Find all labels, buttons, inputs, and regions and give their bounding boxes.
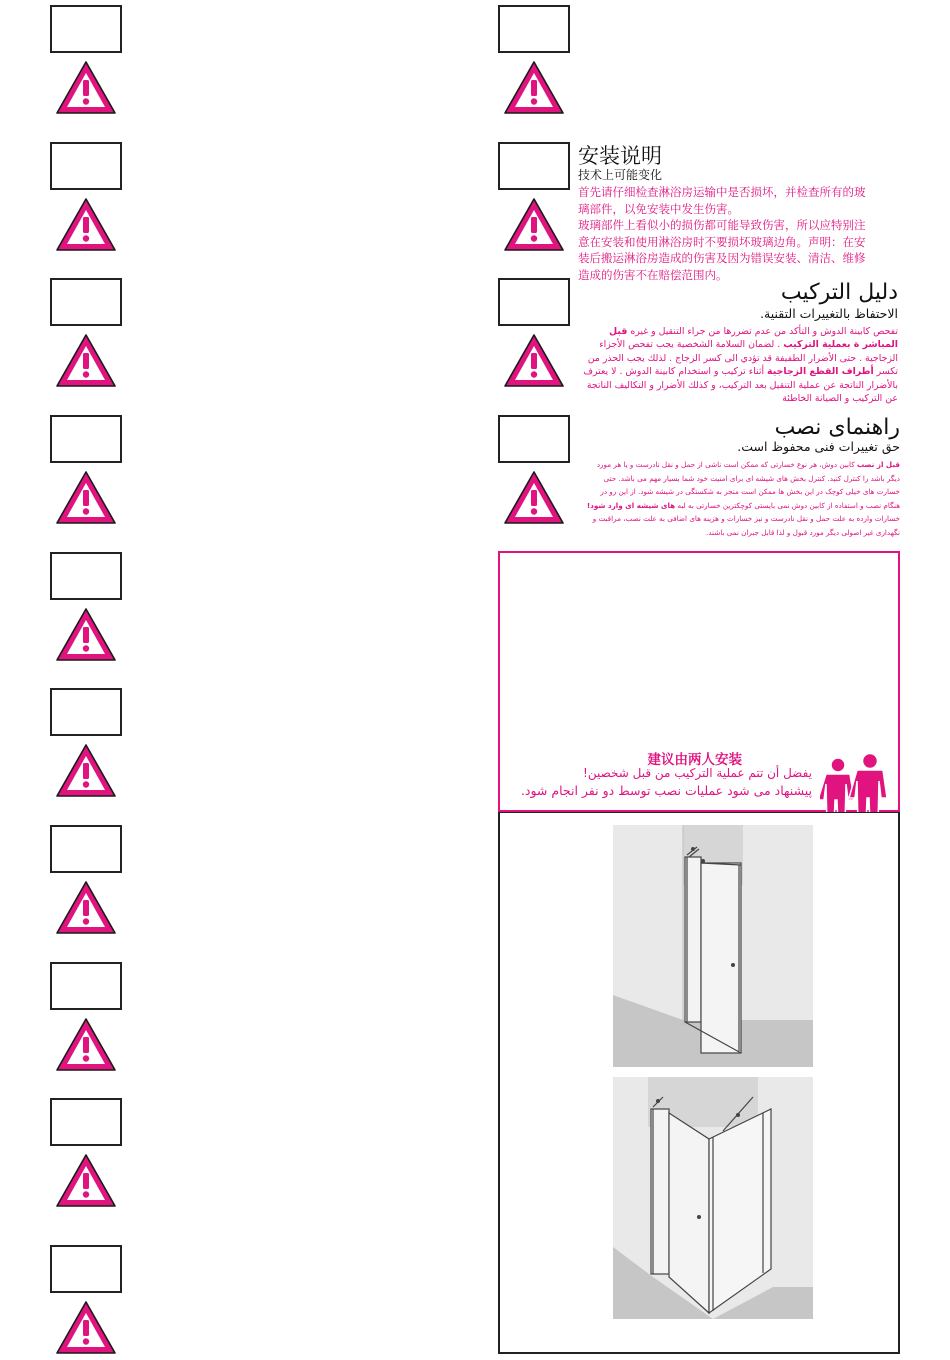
- label-box-3: [50, 278, 122, 326]
- chinese-line: 装后搬运淋浴房造成的伤害及因为错误安装、清洁、维修: [578, 251, 866, 265]
- chinese-line: 意在安装和使用淋浴房时不要损坏玻璃边角。声明：在安: [578, 234, 866, 249]
- label-box-8: [50, 962, 122, 1010]
- label-box-12: [498, 142, 570, 190]
- persian-emphasis: قبل از نصب: [856, 460, 900, 469]
- warning-triangle-icon: [54, 741, 118, 799]
- persian-instructions: [582, 416, 900, 540]
- chinese-title: 安装说明: [578, 144, 662, 168]
- label-box-2: [50, 142, 122, 190]
- shower-door-illustration: [613, 825, 813, 1067]
- label-box-13: [498, 278, 570, 326]
- two-person-notice-panel: [498, 551, 900, 812]
- arabic-text: أثناء تركيب و استخدام كابينة الدوش . لا يعترف بالأضرار الناتجة عن عملية التنقيل بعد التركيب، و كذلك الأضرار و التكاليف الناتجة عن التركيب و الصيانة الخاطئة: [583, 366, 898, 405]
- warning-triangle-icon: [54, 58, 118, 116]
- label-box-4: [50, 415, 122, 463]
- label-box-11: [498, 5, 570, 53]
- arabic-text: تفحص كابينة الدوش و التأكد من عدم تضررها من جراء التنقيل و غيره: [630, 326, 898, 337]
- label-box-7: [50, 825, 122, 873]
- persian-body: [582, 458, 900, 540]
- persian-text: خسارات وارده به علت حمل و نقل نادرست و نیز خسارات و هزینه های اضافی به علت نصب، مراقبت و نگهداری غیر اصولی دیگر مورد قبول و لذا قابل جبران نمی باشند.: [592, 514, 900, 537]
- persian-title: راهنمای نصب: [774, 415, 900, 440]
- warning-triangle-icon: [54, 878, 118, 936]
- warning-triangle-icon: [502, 468, 566, 526]
- two-person-note-fa: پیشنهاد می شود عملیات نصب توسط دو نفر انجام شود.: [520, 783, 812, 798]
- chinese-body: [578, 184, 896, 283]
- warning-triangle-icon: [502, 195, 566, 253]
- chinese-line: 造成的伤害不在赔偿范围内。: [578, 267, 728, 282]
- persian-emphasis: های شیشه ای وارد شود!: [586, 500, 676, 510]
- arabic-text: . لضمان السلامة الشخصية يجب تفحص الأجزاء الزجاجية . حتى الأضرار الطفيفة قد تؤدي الى كسر الزجاج . لذلك يجب الحذر من تكسر: [587, 339, 898, 378]
- arabic-subtitle: الاحتفاظ بالتغييرات التقنية.: [760, 306, 898, 321]
- arabic-instructions: [580, 280, 898, 405]
- warning-triangle-icon: [54, 195, 118, 253]
- warning-triangle-icon: [54, 1015, 118, 1073]
- chinese-line: 璃部件，以免安装中发生伤害。: [578, 201, 739, 216]
- persian-subtitle: حق تغییرات فنی محفوظ است.: [737, 439, 900, 454]
- warning-triangle-icon: [54, 331, 118, 389]
- two-person-note-zh: 建议由两人安装: [647, 752, 742, 768]
- chinese-line: 首先请仔细检查淋浴房运输中是否损坏，并检查所有的玻: [578, 185, 866, 199]
- chinese-line: 玻璃部件上看似小的损伤都可能导致伤害，所以应特别注: [578, 218, 866, 232]
- label-box-1: [50, 5, 122, 53]
- label-box-5: [50, 552, 122, 600]
- shower-enclosure-illustration: [613, 1077, 813, 1319]
- warning-triangle-icon: [54, 468, 118, 526]
- label-box-14: [498, 415, 570, 463]
- arabic-title: دليل التركيب: [780, 280, 898, 305]
- warning-triangle-icon: [54, 605, 118, 663]
- two-person-note-ar: يفضل أن تتم عملية التركيب من قبل شخصين!: [583, 766, 812, 780]
- warning-triangle-icon: [502, 58, 566, 116]
- arabic-body: [580, 325, 898, 405]
- persian-text: کابین دوش، هر نوع خسارتی که ممکن است ناشی از حمل و نقل نادرست و یا هر مورد دیگر باشد را کنترل کنید. کنترل بخش های شیشه ای برای امنیت خود شما بسیار مهم می باشد. حتی خسارت های خیلی کوچک در این بخش ها ممکن است منجر به شکستگی در شیشه شود. از این رو در هنگام نصب و استفاده از کابین دوش نمی بایستی کوچکترین خسارتی به لبه: [596, 460, 900, 510]
- arabic-emphasis: قبل المباشر ة بعملية التركيب: [609, 326, 898, 351]
- product-illustration-panel: [498, 812, 900, 1354]
- label-box-6: [50, 688, 122, 736]
- warning-triangle-icon: [54, 1298, 118, 1356]
- chinese-instructions: [578, 144, 896, 283]
- arabic-emphasis: أطراف القطع الزجاجية: [767, 366, 874, 378]
- chinese-subtitle: 技术上可能变化: [578, 168, 663, 182]
- warning-triangle-icon: [54, 1151, 118, 1209]
- label-box-10: [50, 1245, 122, 1293]
- label-box-9: [50, 1098, 122, 1146]
- warning-triangle-icon: [502, 331, 566, 389]
